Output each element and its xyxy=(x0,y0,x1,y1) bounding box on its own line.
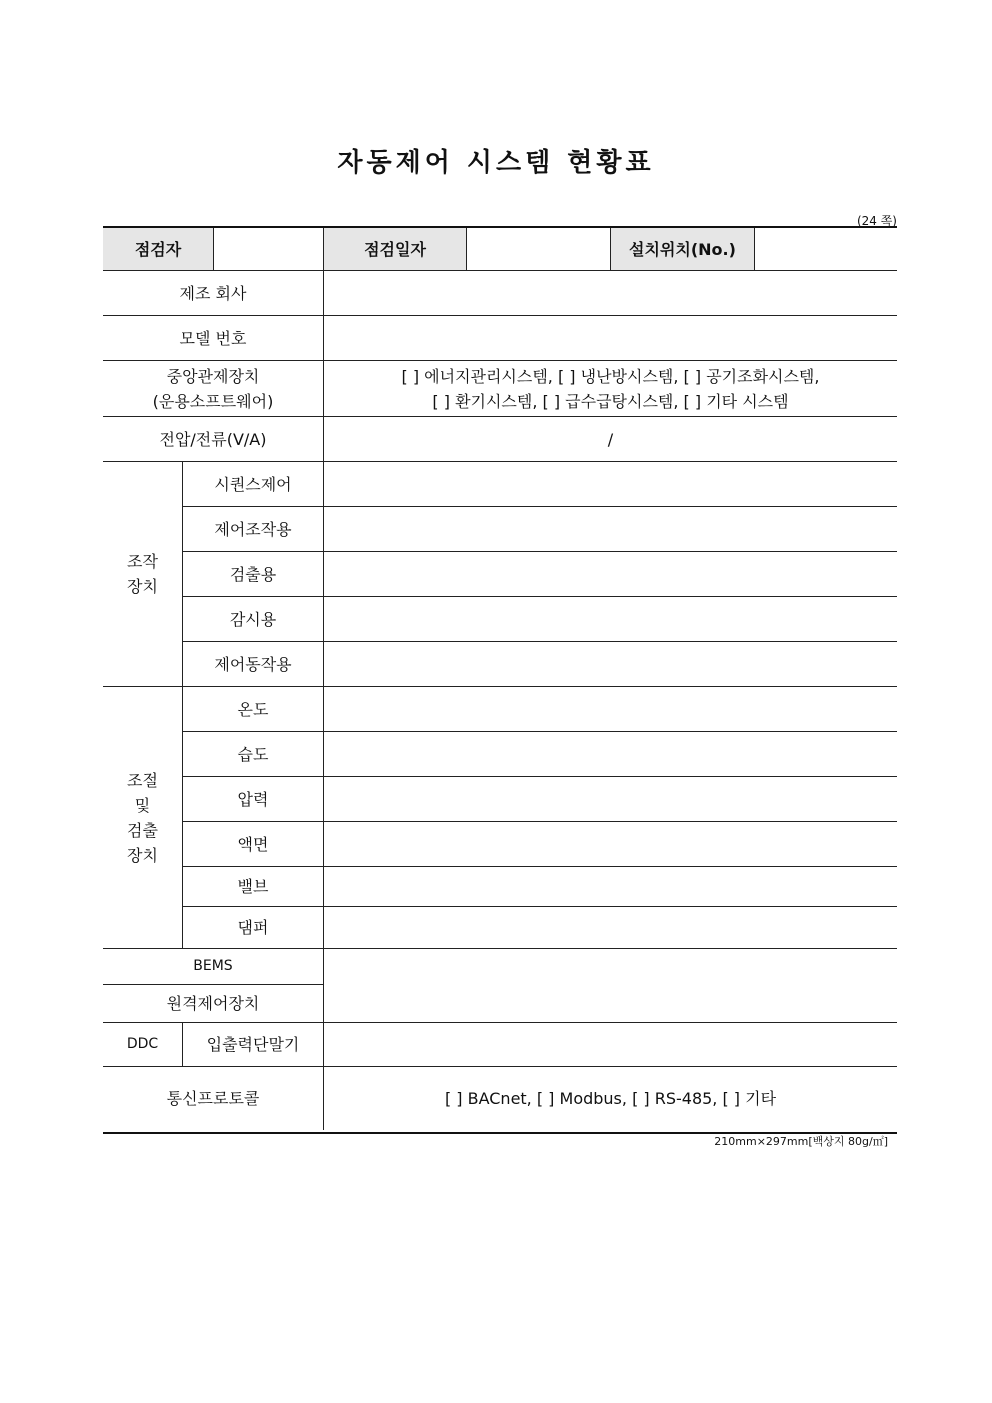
inspection-date-label: 점검일자 xyxy=(324,228,467,271)
central-control-options[interactable] xyxy=(324,361,897,417)
control-item-label: 댐퍼 xyxy=(183,907,324,949)
operating-device-label-line2: 장치 xyxy=(127,577,158,596)
central-options-line1: [ ] 에너지관리시스템, [ ] 냉난방시스템, [ ] 공기조화시스템, xyxy=(401,366,820,386)
inspector-field[interactable] xyxy=(214,228,324,271)
remote-control-label: 원격제어장치 xyxy=(103,985,324,1023)
form-title: 자동제어 시스템 현황표 xyxy=(337,148,655,178)
location-label: 설치위치(No.) xyxy=(611,228,755,271)
inspector-label: 점검자 xyxy=(103,228,214,271)
bems-label: BEMS xyxy=(103,949,324,985)
operating-device-group-label xyxy=(103,462,183,687)
central-control-label-line2: (운용소프트웨어) xyxy=(152,391,274,411)
operating-item-label: 시퀀스제어 xyxy=(183,462,324,507)
control-item-field[interactable] xyxy=(324,687,897,732)
control-detection-label-line4: 장치 xyxy=(127,845,158,865)
operating-item-field[interactable] xyxy=(324,507,897,552)
ddc-label: DDC xyxy=(103,1023,183,1067)
manufacturer-field[interactable] xyxy=(324,271,897,316)
page-note: (24 쪽) xyxy=(856,214,897,228)
control-item-label: 온도 xyxy=(183,687,324,732)
operating-item-field[interactable] xyxy=(324,642,897,687)
control-item-label: 습도 xyxy=(183,732,324,777)
control-item-field[interactable] xyxy=(324,907,897,949)
operating-device-label-line1: 조작 xyxy=(127,552,158,571)
operating-item-field[interactable] xyxy=(324,552,897,597)
voltage-current-field[interactable]: / xyxy=(324,417,897,462)
operating-item-label: 감시용 xyxy=(183,597,324,642)
control-detection-label-line2: 및 xyxy=(134,795,151,815)
bems-remote-field[interactable] xyxy=(324,949,897,1023)
operating-item-field[interactable] xyxy=(324,597,897,642)
model-number-label: 모델 번호 xyxy=(103,316,324,361)
control-item-field[interactable] xyxy=(324,867,897,907)
operating-item-label: 제어조작용 xyxy=(183,507,324,552)
central-control-label xyxy=(103,361,324,417)
control-item-field[interactable] xyxy=(324,822,897,867)
control-item-field[interactable] xyxy=(324,777,897,822)
control-detection-label-line3: 검출 xyxy=(127,820,158,840)
protocol-options[interactable]: [ ] BACnet, [ ] Modbus, [ ] RS-485, [ ] 기타 xyxy=(444,1089,777,1108)
control-item-field[interactable] xyxy=(324,732,897,777)
central-options-line2: [ ] 환기시스템, [ ] 급수급탕시스템, [ ] 기타 시스템 xyxy=(432,391,789,411)
control-item-label: 밸브 xyxy=(183,867,324,907)
inspection-date-field[interactable] xyxy=(467,228,611,271)
paper-spec-note: 210mm×297mm[백상지 80g/㎡] xyxy=(714,1135,888,1148)
control-detection-group-label xyxy=(103,687,183,949)
control-detection-label-line1: 조절 xyxy=(127,770,158,790)
central-control-label-line1: 중앙관제장치 xyxy=(166,366,260,386)
manufacturer-label: 제조 회사 xyxy=(103,271,324,316)
voltage-current-label: 전압/전류(V/A) xyxy=(103,417,324,462)
io-terminal-field[interactable] xyxy=(324,1023,897,1067)
status-table xyxy=(103,226,897,1134)
protocol-label: 통신프로토콜 xyxy=(103,1067,324,1130)
io-terminal-label: 입출력단말기 xyxy=(183,1023,324,1067)
location-field[interactable] xyxy=(755,228,897,271)
operating-item-label: 검출용 xyxy=(183,552,324,597)
model-number-field[interactable] xyxy=(324,316,897,361)
control-item-label: 액면 xyxy=(183,822,324,867)
control-item-label: 압력 xyxy=(183,777,324,822)
operating-item-field[interactable] xyxy=(324,462,897,507)
operating-item-label: 제어동작용 xyxy=(183,642,324,687)
